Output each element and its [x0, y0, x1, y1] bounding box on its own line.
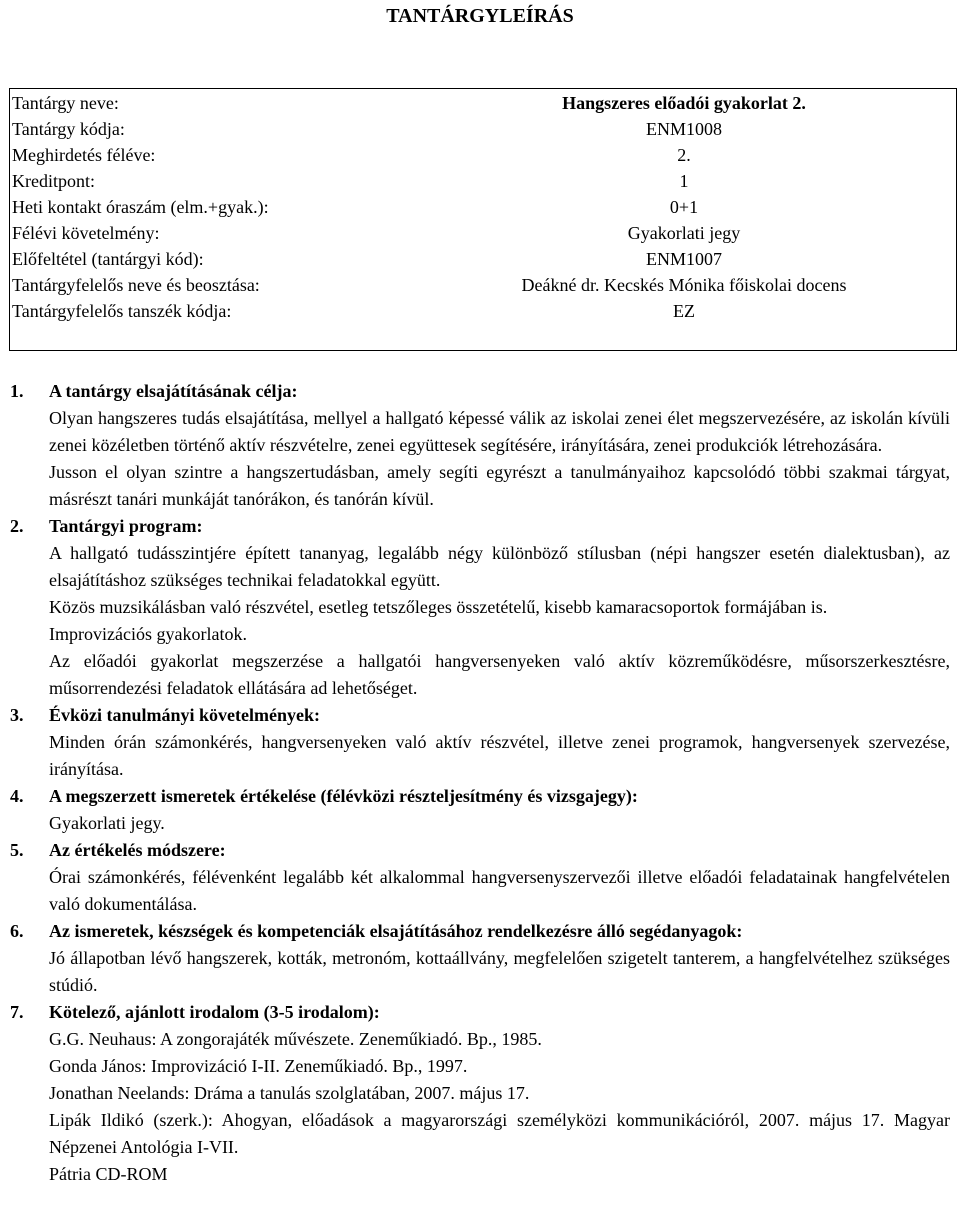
- info-label: Tantárgyfelelős tanszék kódja:: [12, 301, 232, 321]
- info-value: 1: [679, 171, 689, 191]
- section-title: Az értékelés módszere:: [49, 840, 226, 860]
- section-title: Évközi tanulmányi követelmények:: [49, 705, 321, 725]
- course-info-table: [9, 90, 957, 324]
- section-title: A megszerzett ismeretek értékelése (félévközi részteljesítmény és vizsgajegy):: [49, 786, 638, 806]
- info-value: ENM1007: [646, 249, 722, 269]
- info-label: Tantárgy kódja:: [12, 119, 125, 139]
- section-number: 3.: [10, 705, 24, 725]
- info-row-course-code: [9, 116, 957, 142]
- info-value: Hangszeres előadói gyakorlat 2.: [562, 93, 806, 113]
- literature-item: Gonda János: Improvizáció I-II. Zeneműkiadó. Bp., 1997.: [49, 1056, 468, 1076]
- section-heading-evaluation: [0, 783, 960, 810]
- info-row-course-name: [9, 90, 957, 116]
- section-number: 4.: [10, 786, 24, 806]
- paragraph: Órai számonkérés, félévenként legalább két alkalommal hangversenyszervezői illetve előadói feladatainak hangfelvételen való dokumentálása.: [49, 867, 950, 914]
- info-value: Gyakorlati jegy: [627, 223, 741, 243]
- paragraph: Az előadói gyakorlat megszerzése a hallgatói hangversenyeken való aktív közreműködésre, műsorszerkesztésre, műsorrendezési feladatok ellátására ad lehetőséget.: [49, 651, 950, 698]
- section-title: Tantárgyi program:: [49, 516, 203, 536]
- paragraph: Közös muzsikálásban való részvétel, esetleg tetszőleges összetételű, kisebb kamaracsoportok formájában is.: [49, 597, 828, 617]
- info-label: Kreditpont:: [12, 171, 95, 191]
- info-value: 2.: [677, 145, 691, 165]
- paragraph: A hallgató tudásszintjére épített tananyag, legalább négy különböző stílusban (népi hangszer esetén dialektusban), az elsajátításhoz szükséges technikai feladatokkal együtt.: [49, 543, 950, 590]
- section-heading-requirements: [0, 702, 960, 729]
- info-row-prerequisite: [9, 246, 957, 272]
- info-label: Meghirdetés féléve:: [12, 145, 156, 165]
- info-row-semester: [9, 142, 957, 168]
- info-label: Heti kontakt óraszám (elm.+gyak.):: [12, 197, 269, 217]
- info-label: Tantárgyfelelős neve és beosztása:: [12, 275, 260, 295]
- paragraph: Minden órán számonkérés, hangversenyeken való aktív részvétel, illetve zenei programok, hangversenyek szervezése, irányítása.: [49, 732, 950, 779]
- info-value: ENM1008: [646, 119, 722, 139]
- section-heading-resources: [0, 918, 960, 945]
- info-value: Deákné dr. Kecskés Mónika főiskolai docens: [521, 275, 847, 295]
- info-row-responsible: [9, 272, 957, 298]
- literature-item: G.G. Neuhaus: A zongorajáték művészete. Zeneműkiadó. Bp., 1985.: [49, 1029, 542, 1049]
- paragraph: Improvizációs gyakorlatok.: [49, 624, 247, 644]
- info-value: 0+1: [669, 197, 699, 217]
- description-content: [0, 378, 960, 1188]
- paragraph: Jusson el olyan szintre a hangszertudásban, amely segíti egyrészt a tanulmányaihoz kapcsolódó többi szakmai tárgyat, másrészt tanári munkáját tanórákon, és tanórán kívül.: [49, 462, 950, 509]
- section-number: 5.: [10, 840, 24, 860]
- section-heading-literature: [0, 999, 960, 1026]
- info-row-weekly-hours: [9, 194, 957, 220]
- section-heading-goal: [0, 378, 960, 405]
- paragraph: Gyakorlati jegy.: [49, 813, 165, 833]
- paragraph: Jó állapotban lévő hangszerek, kották, metronóm, kottaállvány, megfelelően szigetelt tanterem, a hangfelvételhez szükséges stúdió.: [49, 948, 950, 995]
- section-number: 6.: [10, 921, 24, 941]
- info-label: Tantárgy neve:: [12, 93, 119, 113]
- section-number: 1.: [10, 381, 24, 401]
- paragraph: Olyan hangszeres tudás elsajátítása, mellyel a hallgató képessé válik az iskolai zenei élet megszervezésére, az iskolán kívüli zenei közéletben történő aktív részvételre, zenei együttesek segítésére, irányítására, zenei produkciók létrehozására.: [49, 408, 950, 455]
- literature-item: Pátria CD-ROM: [49, 1164, 168, 1184]
- info-row-requirement: [9, 220, 957, 246]
- section-title: Kötelező, ajánlott irodalom (3-5 irodalom):: [49, 1002, 380, 1022]
- section-heading-program: [0, 513, 960, 540]
- info-row-credits: [9, 168, 957, 194]
- section-number: 7.: [10, 1002, 24, 1022]
- info-box-top-border: [9, 88, 957, 89]
- info-label: Félévi követelmény:: [12, 223, 160, 243]
- section-number: 2.: [10, 516, 24, 536]
- info-label: Előfeltétel (tantárgyi kód):: [12, 249, 204, 269]
- section-title: Az ismeretek, készségek és kompetenciák elsajátításához rendelkezésre álló segédanyagok:: [49, 921, 743, 941]
- info-row-department: [9, 298, 957, 324]
- info-value: EZ: [673, 301, 695, 321]
- section-title: A tantárgy elsajátításának célja:: [49, 381, 298, 401]
- info-box-bottom-border: [9, 350, 957, 351]
- page-title: TANTÁRGYLEÍRÁS: [386, 5, 574, 27]
- section-heading-method: [0, 837, 960, 864]
- literature-item: Lipák Ildikó (szerk.): Ahogyan, előadások a magyarországi személyközi kommunikációról, 2007. május 17. Magyar Népzenei Antológia I-VII.: [49, 1110, 950, 1157]
- literature-item: Jonathan Neelands: Dráma a tanulás szolglatában, 2007. május 17.: [49, 1083, 530, 1103]
